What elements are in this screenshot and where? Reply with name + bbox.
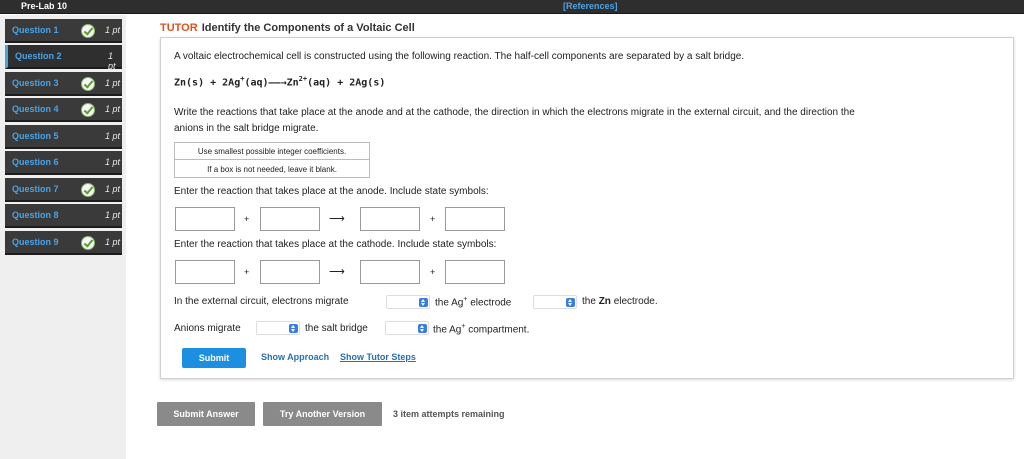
- anions-prompt: Anions migrate: [174, 323, 241, 334]
- sidebar-item-question-6[interactable]: [5, 151, 122, 175]
- question-points: 1 pt: [105, 184, 121, 194]
- cathode-product-1-input[interactable]: [360, 260, 420, 284]
- question-points: 1 pt: [105, 78, 121, 88]
- page-title-text: Identify the Components of a Voltaic Cell: [201, 22, 415, 34]
- question-label: Question 9: [12, 237, 59, 247]
- select-arrows-icon: [418, 324, 427, 333]
- question-points: 1 pt: [105, 237, 121, 247]
- anions-end-post: compartment.: [468, 324, 530, 336]
- select-arrows-icon: [566, 298, 575, 307]
- electrons-prompt: In the external circuit, electrons migrate: [174, 296, 349, 307]
- question-points: 1 pt: [105, 25, 121, 35]
- attempts-remaining: 3 item attempts remaining: [393, 409, 505, 419]
- reaction-left: Zn(s) + 2Ag: [174, 77, 241, 89]
- sidebar-item-question-2[interactable]: [5, 45, 122, 69]
- reaction-zn: Zn: [286, 77, 299, 89]
- instructions-line-1: Write the reactions that take place at the anode and at the cathode, the direction in which the electrons migrate in the external circuit, and the direction the: [174, 107, 855, 118]
- electron-direction-select-2[interactable]: [533, 295, 577, 309]
- hint-coefficients: Use smallest possible integer coefficients.: [175, 143, 369, 160]
- cathode-product-2-input[interactable]: [445, 260, 505, 284]
- electrons-mid-text: [435, 296, 511, 308]
- anions-end-text: [433, 323, 529, 335]
- plus-sign: +: [430, 214, 436, 224]
- electrons-mid-pre: the Ag: [435, 297, 464, 309]
- question-points: 1 pt: [105, 210, 121, 220]
- intro-text: A voltaic electrochemical cell is constructed using the following reaction. The half-cell components are separated by a salt bridge.: [174, 51, 745, 62]
- question-points: 1 pt: [108, 51, 116, 71]
- anion-direction-select-1[interactable]: [256, 321, 300, 335]
- checkmark-icon: [81, 24, 95, 38]
- reaction-sup: 2+: [298, 75, 308, 83]
- reaction-equation: [174, 75, 385, 88]
- anode-product-1-input[interactable]: [360, 207, 420, 231]
- arrow-icon: ⟶: [329, 266, 345, 278]
- arrow-icon: ⟶: [329, 213, 345, 225]
- plus-sign: +: [244, 214, 250, 224]
- show-tutor-steps-link[interactable]: Show Tutor Steps: [340, 352, 416, 362]
- anode-product-2-input[interactable]: [445, 207, 505, 231]
- submit-answer-button[interactable]: Submit Answer: [157, 402, 255, 426]
- sidebar-item-question-8[interactable]: [5, 204, 122, 228]
- anode-reactant-2-input[interactable]: [260, 207, 320, 231]
- reaction-mid: (aq): [244, 77, 269, 89]
- sidebar-item-question-1[interactable]: [5, 19, 122, 43]
- hint-box: [174, 142, 370, 178]
- electrons-mid-post: electrode: [470, 297, 512, 309]
- question-label: Question 2: [15, 51, 62, 61]
- question-points: 1 pt: [105, 104, 121, 114]
- references-link[interactable]: [References]: [563, 1, 618, 11]
- submit-button[interactable]: Submit: [182, 348, 246, 368]
- instructions-line-2: anions in the salt bridge migrate.: [174, 123, 319, 134]
- question-label: Question 5: [12, 131, 59, 141]
- superscript: +: [461, 323, 466, 330]
- cathode-reactant-1-input[interactable]: [175, 260, 235, 284]
- reaction-sup: +: [240, 75, 245, 83]
- sidebar-item-question-9[interactable]: [5, 231, 122, 255]
- sidebar-item-question-7[interactable]: [5, 178, 122, 202]
- cathode-reactant-2-input[interactable]: [260, 260, 320, 284]
- checkmark-icon: [81, 236, 95, 250]
- electrons-end-bold: Zn: [598, 296, 611, 307]
- electrons-end-pre: the: [582, 296, 596, 307]
- tutor-label: TUTOR: [160, 22, 198, 34]
- anion-direction-select-2[interactable]: [385, 321, 429, 335]
- question-sidebar: [0, 15, 126, 459]
- checkmark-icon: [81, 77, 95, 91]
- question-points: 1 pt: [105, 131, 121, 141]
- reaction-arrow: ——→: [268, 77, 287, 89]
- sidebar-item-question-3[interactable]: [5, 72, 122, 96]
- anions-end-pre: the Ag: [433, 324, 462, 336]
- anode-reactant-1-input[interactable]: [175, 207, 235, 231]
- show-approach-link[interactable]: Show Approach: [261, 352, 330, 362]
- superscript: +: [463, 296, 468, 303]
- question-label: Question 6: [12, 157, 59, 167]
- question-label: Question 3: [12, 78, 59, 88]
- question-points: 1 pt: [105, 157, 121, 167]
- plus-sign: +: [430, 267, 436, 277]
- question-label: Question 1: [12, 25, 59, 35]
- try-another-version-button[interactable]: Try Another Version: [263, 402, 382, 426]
- question-label: Question 8: [12, 210, 59, 220]
- hint-blank: If a box is not needed, leave it blank.: [207, 165, 337, 174]
- select-arrows-icon: [419, 298, 428, 307]
- page-title: [160, 22, 415, 34]
- question-label: Question 7: [12, 184, 59, 194]
- select-arrows-icon: [289, 324, 298, 333]
- top-bar: [0, 0, 1024, 14]
- anions-mid-text: the salt bridge: [305, 323, 368, 334]
- sidebar-item-question-4[interactable]: [5, 98, 122, 122]
- electron-direction-select-1[interactable]: [386, 295, 430, 309]
- anode-prompt: Enter the reaction that takes place at the anode. Include state symbols:: [174, 186, 489, 197]
- checkmark-icon: [81, 183, 95, 197]
- checkmark-icon: [81, 103, 95, 117]
- sidebar-item-question-5[interactable]: [5, 125, 122, 149]
- plus-sign: +: [244, 267, 250, 277]
- electrons-end-post: electrode.: [613, 296, 658, 307]
- question-label: Question 4: [12, 104, 59, 114]
- electrons-end-text: [582, 296, 658, 307]
- reaction-right: (aq) + 2Ag(s): [307, 77, 386, 89]
- assignment-title: Pre-Lab 10: [21, 1, 68, 11]
- cathode-prompt: Enter the reaction that takes place at the cathode. Include state symbols:: [174, 239, 497, 250]
